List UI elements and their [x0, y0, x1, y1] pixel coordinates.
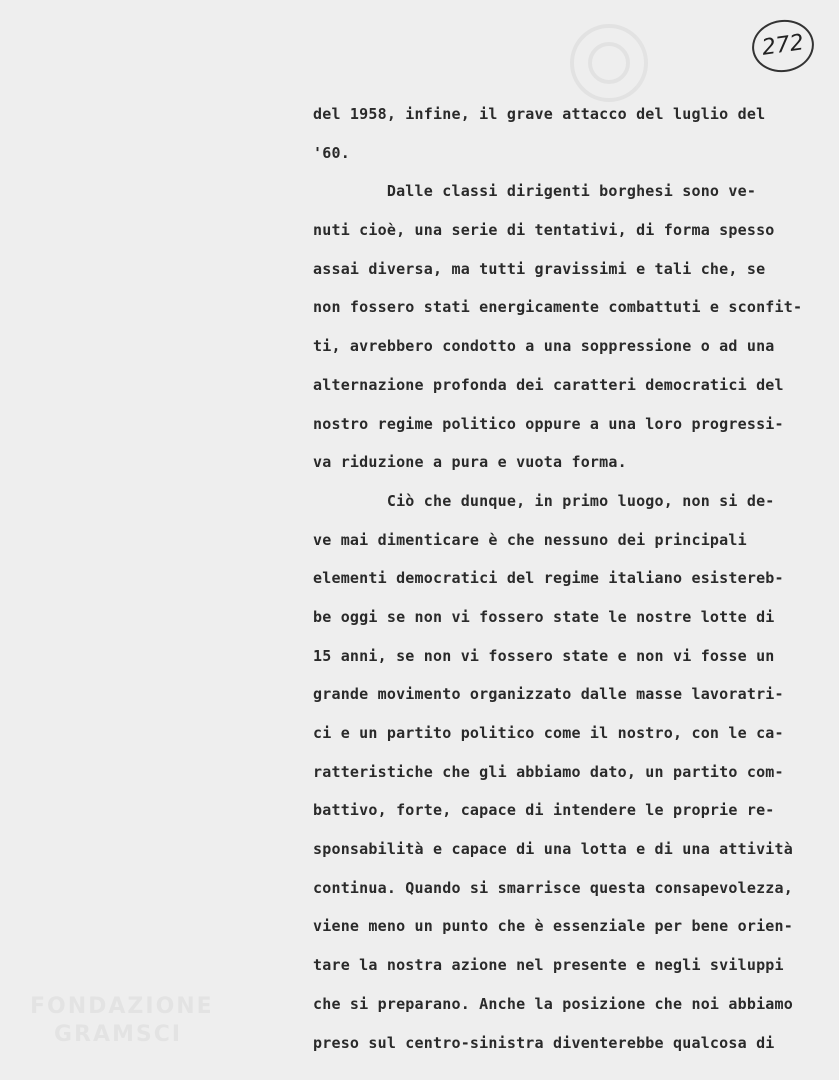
text-line: ve mai dimenticare è che nessuno dei principali	[313, 530, 747, 549]
text-line: nostro regime politico oppure a una loro progressi-	[313, 414, 784, 433]
text-line: ci e un partito politico come il nostro, con le ca-	[313, 724, 784, 742]
watermark-emblem	[540, 20, 680, 100]
text-line: viene meno un punto che è essenziale per bene orien-	[313, 917, 793, 936]
text-line: alternazione profonda dei caratteri democratici del	[313, 375, 784, 394]
text-line: non fossero stati energicamente combattuti e sconfit-	[313, 298, 803, 317]
text-line: battivo, forte, capace di intendere le proprie re-	[313, 801, 775, 820]
text-line: del 1958, infine, il grave attacco del luglio del	[313, 105, 766, 123]
text-line: Dalle classi dirigenti borghesi sono ve-	[313, 182, 757, 201]
text-line: tare la nostra azione nel presente e negli sviluppi	[313, 956, 784, 975]
text-line: che si preparano. Anche la posizione che noi abbiamo	[313, 994, 793, 1013]
text-line: sponsabilità e capace di una lotta e di una attività	[313, 840, 793, 859]
page-number: 272	[749, 16, 818, 76]
text-line: continua. Quando si smarrisce questa consapevolezza,	[313, 878, 793, 897]
text-line: 15 anni, se non vi fossero state e non vi fosse un	[313, 646, 775, 665]
text-line: va riduzione a pura e vuota forma.	[313, 453, 627, 472]
text-line: be oggi se non vi fossero state le nostre lotte di	[313, 607, 775, 626]
text-line: '60.	[313, 143, 350, 162]
text-line: assai diversa, ma tutti gravissimi e tali che, se	[313, 259, 766, 278]
text-line: grande movimento organizzato dalle masse lavoratri-	[313, 685, 784, 704]
text-line: ti, avrebbero condotto a una soppressione o ad una	[313, 337, 775, 356]
text-line: preso sul centro-sinistra diventerebbe qualcosa di	[313, 1033, 775, 1052]
watermark-logo: FONDAZIONE GRAMSCI	[30, 994, 214, 1047]
text-line: Ciò che dunque, in primo luogo, non si de-	[313, 491, 775, 510]
text-line: elementi democratici del regime italiano esistereb-	[313, 569, 784, 588]
text-line: ratteristiche che gli abbiamo dato, un partito com-	[313, 762, 784, 781]
text-line: nuti cioè, una serie di tentativi, di forma spesso	[313, 221, 775, 240]
typewritten-text	[313, 95, 833, 1062]
